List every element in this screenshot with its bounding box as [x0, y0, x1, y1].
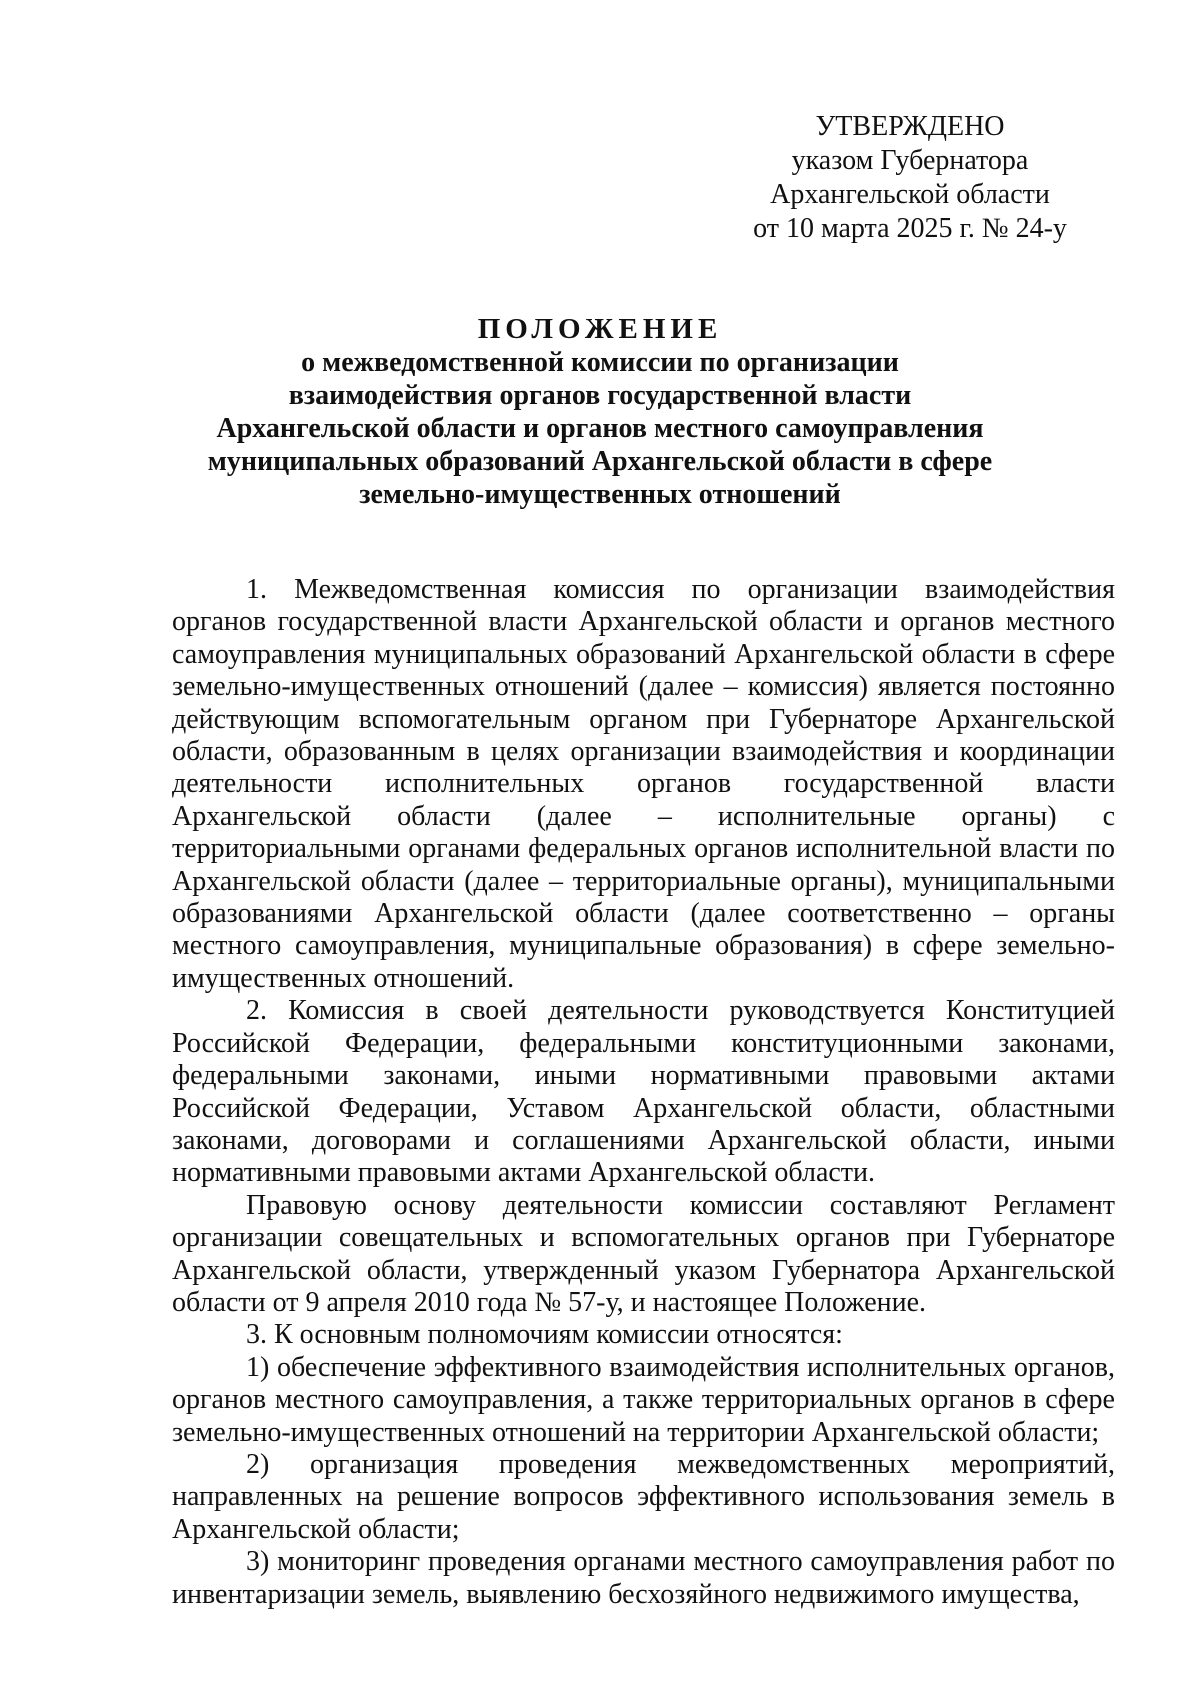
document-body — [172, 574, 1115, 1611]
list-item-2: 2) организация проведения межведомственных мероприятий, направленных на решение вопросов эффективного использования земель в Архангельской области; — [172, 1448, 1115, 1545]
approval-line-decree: указом Губернатора — [791, 145, 1029, 176]
paragraph-2: 2. Комиссия в своей деятельности руководствуется Конституцией Российской Федерации, федеральными конституционными законами, федеральными законами, иными нормативными правовыми актами Российской Федерации, Уставом Архангельской области, областными законами, договорами и соглашениями Архангельской области, иными нормативными правовыми актами Архангельской области. — [172, 995, 1115, 1189]
title-line: муниципальных образований Архангельской области в сфере — [207, 446, 993, 477]
approval-line-date: от 10 марта 2025 г. № 24-у — [753, 213, 1067, 244]
title-line: Архангельской области и органов местного самоуправления — [216, 413, 984, 444]
paragraph-legal-basis: Правовую основу деятельности комиссии составляют Регламент организации совещательных и вспомогательных органов при Губернаторе Архангельской области, утвержденный указом Губернатора Архангельской области от 9 апреля 2010 года № 57-у, и настоящее Положение. — [172, 1189, 1115, 1318]
approval-line-approved: УТВЕРЖДЕНО — [815, 111, 1005, 142]
title-heading: ПОЛОЖЕНИЕ — [477, 313, 723, 345]
title-line: взаимодействия органов государственной власти — [288, 380, 912, 411]
title-line: земельно-имущественных отношений — [359, 479, 841, 510]
approval-line-region: Архангельской области — [770, 179, 1050, 210]
title-line: о межведомственной комиссии по организации — [301, 347, 899, 378]
paragraph-3: 3. К основным полномочиям комиссии относятся: — [246, 1319, 843, 1351]
approval-stamp — [700, 110, 1120, 246]
list-item-1: 1) обеспечение эффективного взаимодействия исполнительных органов, органов местного самоуправления, а также территориальных органов в сфере земельно-имущественных отношений на территории Архангельской области; — [172, 1351, 1115, 1448]
paragraph-1: 1. Межведомственная комиссия по организации взаимодействия органов государственной власти Архангельской области и органов местного самоуправления муниципальных образований Архангельской области в сфере земельно-имущественных отношений (далее – комиссия) является постоянно действующим вспомогательным органом при Губернаторе Архангельской области, образованным в целях организации взаимодействия и координации деятельности исполнительных органов государственной власти Архангельской области (далее – исполнительные органы) с территориальными органами федеральных органов исполнительной власти по Архангельской области (далее – территориальные органы), муниципальными образованиями Архангельской области (далее соответственно – органы местного самоуправления, муниципальные образования) в сфере земельно-имущественных отношений. — [172, 574, 1115, 994]
document-title — [150, 312, 1050, 511]
list-item-3: 3) мониторинг проведения органами местного самоуправления работ по инвентаризации земель, выявлению бесхозяйного недвижимого имущества, — [172, 1546, 1115, 1610]
